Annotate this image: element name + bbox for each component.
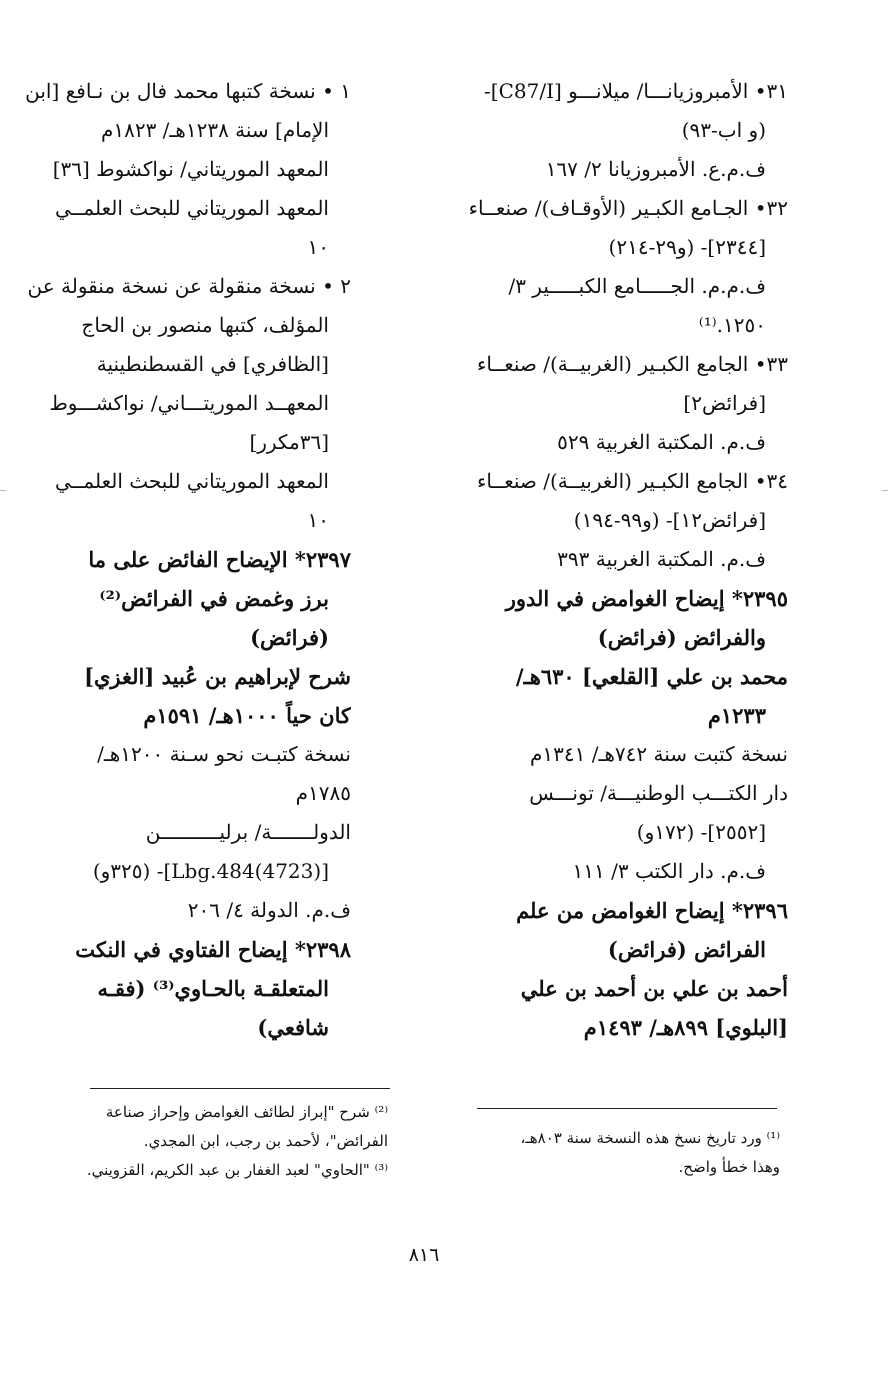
right-column-line: ٣٢• الجـامع الكبـير (الأوقـاف)/ صنعــاء [468, 196, 788, 220]
left-column-line: شافعي) [257, 1015, 329, 1040]
right-column-line: ف.م.ع. الأمبروزيانا ٢/ ١٦٧ [545, 157, 766, 181]
right-column-line: ف.م. دار الكتب ٣/ ١١١ [572, 859, 766, 883]
right-column-line: [٢٣٤٤]- (و٢٩-٢١٤) [608, 235, 766, 259]
left-column-line: ٢٣٩٧* الإيضاح الفائض على ما [88, 547, 351, 572]
left-column-line: المعهد الموريتاني للبحث العلمــي [55, 469, 329, 493]
left-column-line: ١٠ [307, 235, 329, 259]
right-column-line: ف.م. المكتبة الغربية ٥٢٩ [557, 430, 766, 454]
footnote-left-line: ⁽³⁾ "الحاوي" لعبد الغفار بن عبد الكريم، القزويني. [86, 1161, 388, 1179]
right-column-line: [البلوي] ٨٩٩هـ/ ١٤٩٣م [583, 1015, 788, 1040]
left-column-line: ١ • نسخة كتبها محمد فال بن نـافع [ابن [25, 79, 351, 103]
right-column-line: والفرائض (فرائض) [597, 625, 766, 650]
right-column-line: ف.م.م. الجـــــامع الكبـــــير ٣/ [508, 274, 766, 298]
right-column-line: ٣١• الأمبروزيانـــا/ ميلانـــو [C87/I]- [484, 79, 788, 103]
footnote-right-line: وهذا خطأ واضح. [678, 1158, 780, 1176]
right-column-line: [فرائض١٢]- (و٩٩-١٩٤) [573, 508, 766, 532]
left-column-line: المعهد الموريتاني/ نواكشوط [٣٦] [52, 157, 329, 181]
left-column-line: ٢ • نسخة منقولة عن نسخة منقولة عن [27, 274, 351, 298]
right-column-line: دار الكتـــب الوطنيـــة/ تونـــس [529, 781, 788, 805]
right-column-line: (و اب-٩٣) [681, 118, 766, 142]
left-column-line: [٣٦مكرر] [249, 430, 329, 454]
left-column-line: (فرائض) [250, 625, 329, 650]
left-column-line: نسخة كتبـت نحو سـنة ١٢٠٠هـ/ [97, 742, 351, 766]
footnotes-left [53, 1098, 388, 1185]
right-column-line: ٢٣٩٦* إيضاح الغوامض من علم [516, 898, 788, 923]
right-column-line: ف.م. المكتبة الغربية ٣٩٣ [557, 547, 766, 571]
scan-edge-mark [882, 490, 888, 491]
left-column-line: ١٧٨٥م [295, 781, 351, 805]
left-column-line: المعهد الموريتاني للبحث العلمــي [55, 196, 329, 220]
left-column-line: ف.م. الدولة ٤/ ٢٠٦ [187, 898, 351, 922]
page-number: ٨١٦ [408, 1244, 440, 1266]
right-column-line: ٢٣٩٥* إيضاح الغوامض في الدور [505, 586, 788, 611]
right-column-line: نسخة كتبت سنة ٧٤٢هـ/ ١٣٤١م [530, 742, 788, 766]
left-column-line: المعهــد الموريتـــاني/ نواكشـــوط [49, 391, 329, 415]
left-column-line: المؤلف، كتبها منصور بن الحاج [81, 313, 329, 337]
right-column-line: ٣٣• الجامع الكبـير (الغربيــة)/ صنعــاء [477, 352, 788, 376]
right-column-line: [فرائض٢] [683, 391, 766, 415]
right-column-line: ٣٤• الجامع الكبـير (الغربيــة)/ صنعــاء [477, 469, 788, 493]
left-column [16, 72, 351, 1047]
footnote-left-line: ⁽²⁾ شرح "إبراز لطائف الغوامض وإحراز صناعة [105, 1103, 388, 1121]
right-column-line: أحمد بن علي بن أحمد بن علي [520, 976, 788, 1001]
left-column-line: ٢٣٩٨* إيضاح الفتاوي في النكت [75, 937, 351, 962]
right-column-line: ١٢٥٠.⁽¹⁾ [698, 313, 766, 337]
left-column-line: [الظافري] في القسطنطينية [96, 352, 329, 376]
left-column-line: المتعلقـة بالحـاوي⁽³⁾ (فقـه [97, 976, 329, 1001]
left-column-line: كان حياً ١٠٠٠هـ/ ١٥٩١م [143, 703, 351, 728]
left-column-line: ١٠ [307, 508, 329, 532]
left-column-line: شرح لإبراهيم بن عُبيد [الغزي] [84, 664, 351, 689]
left-column-line: الإمام] سنة ١٢٣٨هـ/ ١٨٢٣م [100, 118, 329, 142]
left-column-line: الدولـــــــة/ برليــــــــــن [145, 820, 351, 844]
footnote-rule-left [90, 1088, 390, 1089]
scan-edge-mark [0, 490, 6, 491]
left-column-line: برز وغمض في الفرائض⁽²⁾ [99, 586, 329, 611]
footnotes-right [445, 1124, 780, 1182]
right-column-line: ١٢٣٣م [707, 703, 766, 728]
footnote-right-line: ⁽¹⁾ ورد تاريخ نسخ هذه النسخة سنة ٨٠٣هـ، [520, 1129, 780, 1147]
right-column [453, 72, 788, 1047]
right-column-line: الفرائض (فرائض) [607, 937, 766, 962]
right-column-line: محمد بن علي [القلعي] ٦٣٠هـ/ [515, 664, 788, 689]
right-column-line: [٢٥٥٢]- (١٧٢و) [636, 820, 766, 844]
footnote-rule-right [477, 1108, 777, 1109]
footnote-left-line: الفرائض"، لأحمد بن رجب، ابن المجدي. [143, 1132, 388, 1150]
left-column-line: [Lbg.484(4723)]- (٣٢٥و) [92, 859, 329, 883]
